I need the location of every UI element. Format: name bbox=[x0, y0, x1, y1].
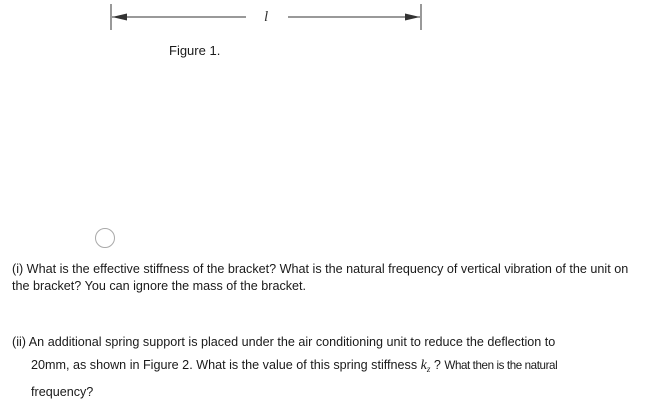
spring-stiffness-subscript: z bbox=[426, 364, 431, 374]
dimension-label: l bbox=[264, 9, 269, 25]
radio-button[interactable] bbox=[95, 228, 115, 248]
arrowhead-left-icon bbox=[112, 14, 127, 21]
question-i-text: (i) What is the effective stiffness of the bracket? What is the natural frequency of vertical vibration of the unit on the bracket? You can ignore the mass of the bracket. bbox=[12, 262, 629, 293]
question-ii-text-before-symbol: 20mm, as shown in Figure 2. What is the value of this spring stiffness bbox=[31, 358, 421, 372]
question-ii-text-after-symbol: ? bbox=[430, 358, 445, 372]
question-ii-line-1: (ii) An additional spring support is placed under the air conditioning unit to reduce the deflection to bbox=[12, 335, 556, 349]
question-ii bbox=[12, 331, 642, 404]
spring-stiffness-symbol: k bbox=[420, 358, 427, 373]
dimension-arrow-figure bbox=[0, 0, 650, 40]
question-ii-line-3: frequency? bbox=[31, 385, 94, 399]
arrowhead-right-icon bbox=[405, 14, 420, 21]
figure-caption: Figure 1. bbox=[169, 43, 221, 58]
question-ii-text-tail: What then is the natural bbox=[444, 359, 558, 372]
question-ii-line-2 bbox=[12, 354, 642, 381]
